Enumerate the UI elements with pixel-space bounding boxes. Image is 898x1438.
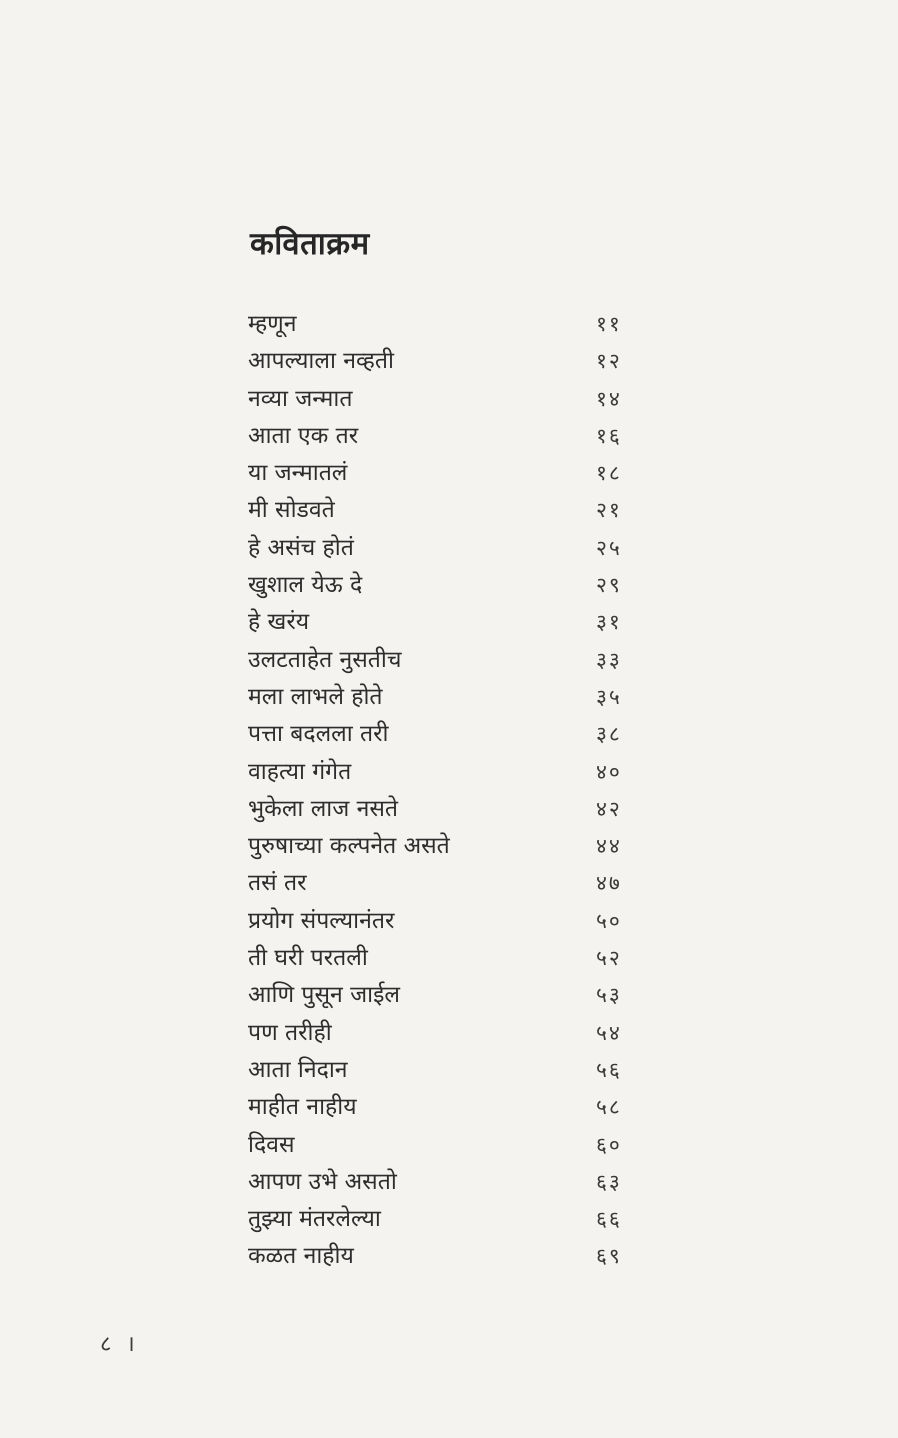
toc-entry-title: पत्ता बदलला तरी [248, 721, 389, 748]
toc-entry-title: मला लाभले होते [248, 683, 383, 710]
toc-entry-page: ४० [596, 759, 622, 784]
toc-entry [248, 1201, 648, 1238]
toc-entry-page: ५२ [596, 946, 622, 971]
toc-entry [248, 381, 648, 418]
toc-entry [248, 530, 648, 567]
toc-entry-page: १२ [596, 349, 622, 374]
toc-entry-page: ५० [596, 908, 622, 933]
toc-entry-title: पुरुषाच्या कल्पनेत असते [248, 833, 450, 860]
toc-entry-title: कळत नाहीय [248, 1243, 354, 1270]
toc-entry-page: ४२ [596, 796, 622, 821]
toc-entry-title: मी सोडवते [248, 497, 335, 524]
toc-entry [248, 642, 648, 679]
toc-entry-title: भुकेला लाज नसते [248, 795, 399, 822]
toc-entry-title: आपल्याला नव्हती [248, 348, 394, 375]
toc-entry [248, 343, 648, 380]
toc-entry-title: पण तरीही [248, 1019, 332, 1046]
toc-entry-title: माहीत नाहीय [248, 1094, 357, 1121]
toc-entry-page: ३३ [596, 647, 622, 672]
toc-entry-title: या जन्मातलं [248, 460, 348, 487]
toc-entry-page: २१ [596, 498, 622, 523]
toc-entry [248, 1127, 648, 1164]
toc-entry-page: ४४ [596, 834, 622, 859]
toc-entry-title: हे असंच होतं [248, 534, 354, 561]
toc-entry [248, 754, 648, 791]
toc-entry [248, 977, 648, 1014]
toc-entry-page: ५८ [596, 1095, 622, 1120]
toc-entry-page: २५ [596, 535, 622, 560]
toc-entry-page: ११ [596, 312, 622, 336]
toc-entry [248, 1015, 648, 1052]
toc-entry [248, 940, 648, 977]
page-number: ८ । [100, 1332, 139, 1357]
toc-entry-title: तुझ्या मंतरलेल्या [248, 1206, 381, 1233]
toc-entry-page: १४ [596, 386, 622, 411]
toc-entry [248, 492, 648, 529]
toc-entry-title: म्हणून [248, 311, 297, 337]
contents-list [248, 306, 648, 1276]
toc-entry-title: आणि पुसून जाईल [248, 982, 401, 1009]
toc-entry-title: आता निदान [248, 1056, 348, 1083]
toc-entry-title: नव्या जन्मात [248, 385, 353, 412]
toc-entry-page: २९ [596, 573, 622, 598]
toc-entry [248, 1052, 648, 1089]
toc-entry-page: ५४ [596, 1020, 622, 1045]
toc-entry-page: ३५ [596, 684, 622, 709]
toc-entry [248, 604, 648, 641]
toc-entry-title: खुशाल येऊ दे [248, 572, 363, 599]
toc-entry-page: ३१ [596, 610, 622, 635]
toc-entry [248, 828, 648, 865]
toc-entry-title: आता एक तर [248, 422, 359, 449]
toc-entry [248, 791, 648, 828]
toc-entry-title: उलटताहेत नुसतीच [248, 646, 402, 673]
toc-entry-page: ५३ [596, 983, 622, 1008]
toc-entry [248, 455, 648, 492]
toc-entry-title: हे खरंय [248, 609, 310, 636]
toc-entry-page: ६९ [596, 1244, 622, 1269]
toc-entry [248, 1164, 648, 1201]
toc-entry [248, 1089, 648, 1126]
toc-entry-title: प्रयोग संपल्यानंतर [248, 907, 395, 934]
toc-entry-title: वाहत्या गंगेत [248, 758, 352, 785]
toc-entry-page: ६३ [596, 1169, 622, 1194]
toc-entry [248, 716, 648, 753]
toc-entry [248, 567, 648, 604]
toc-entry [248, 418, 648, 455]
toc-entry-page: ४७ [596, 871, 622, 896]
toc-entry [248, 1238, 648, 1275]
toc-entry-page: ६६ [596, 1207, 622, 1232]
toc-entry-title: आपण उभे असतो [248, 1168, 397, 1195]
toc-entry-page: १८ [596, 461, 622, 486]
toc-entry-page: ५६ [596, 1057, 622, 1082]
toc-entry-page: ३८ [596, 722, 622, 747]
toc-entry [248, 679, 648, 716]
toc-entry-page: १६ [596, 423, 622, 448]
toc-entry-title: दिवस [248, 1131, 295, 1158]
toc-entry [248, 903, 648, 940]
toc-entry-title: ती घरी परतली [248, 945, 368, 972]
toc-entry-page: ६० [596, 1132, 622, 1157]
toc-entry [248, 865, 648, 902]
toc-entry-title: तसं तर [248, 870, 307, 897]
contents-heading: कविताक्रम [250, 226, 370, 262]
toc-entry [248, 306, 648, 343]
